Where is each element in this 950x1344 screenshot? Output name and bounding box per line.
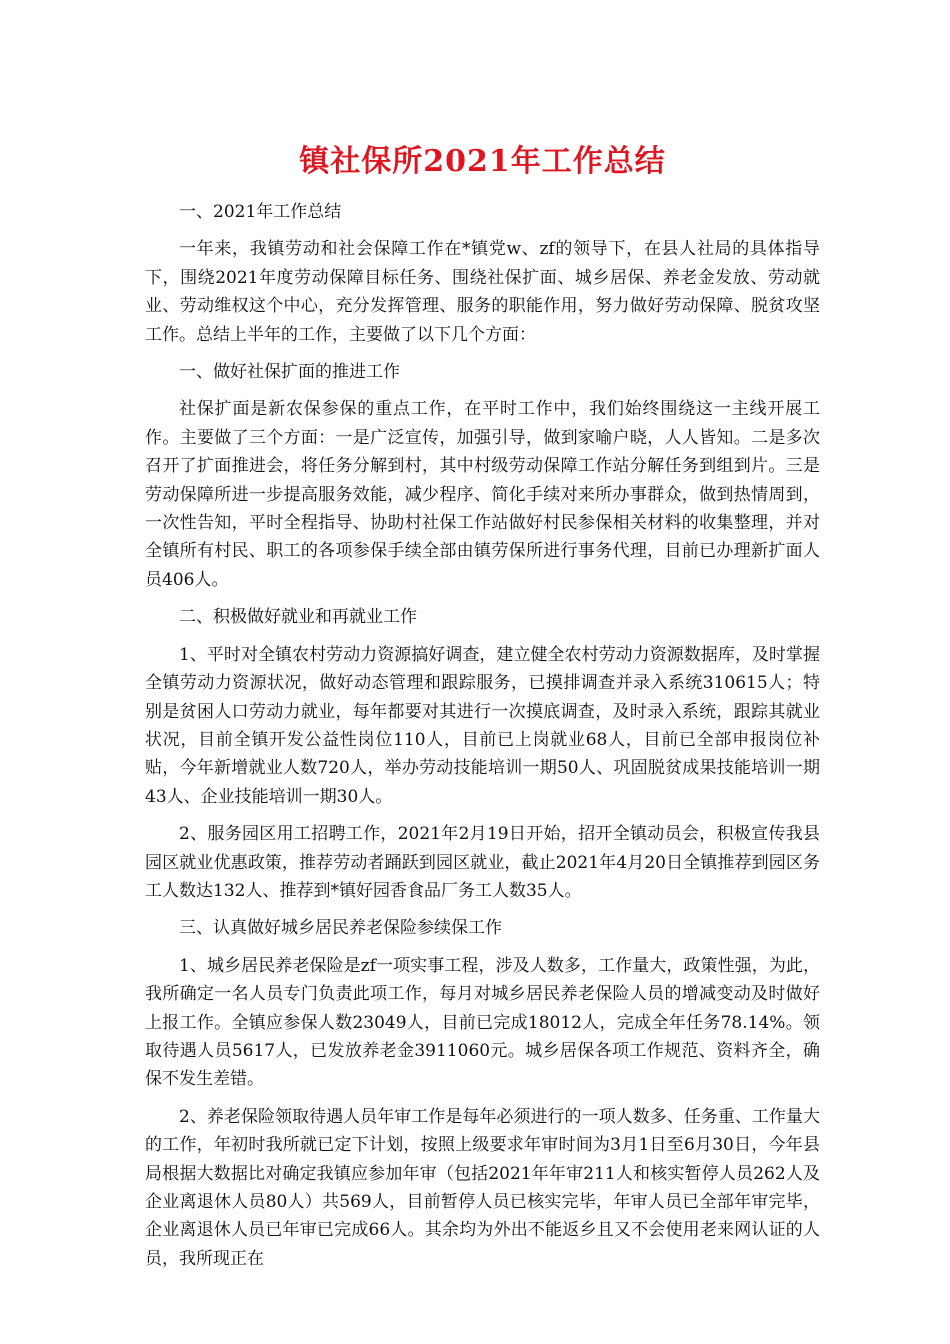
- paragraph-employment-1: 1、平时对全镇农村劳动力资源搞好调查，建立健全农村劳动力资源数据库，及时掌握全镇劳动力资源状况，做好动态管理和跟踪服务，已摸排调查并录入系统310615人；特别是贫困人口劳动力就业，每年都要对其进行一次摸底调查，及时录入系统，跟踪其就业状况，目前全镇开发公益性岗位110人，目前已上岗就业68人，目前已全部申报岗位补贴，今年新增就业人数720人，举办劳动技能培训一期50人、巩固脱贫成果技能培训一期43人、企业技能培训一期30人。: [145, 644, 820, 807]
- document-title: 镇社保所2021年工作总结: [299, 144, 666, 179]
- heading-annual-summary: 一、2021年工作总结: [179, 202, 342, 222]
- paragraph-pension-1: 1、城乡居民养老保险是zf一项实事工程，涉及人数多，工作量大，政策性强，为此，我所确定一名人员专门负责此项工作，每月对城乡居民养老保险人员的增减变动及时做好上报工作。全镇应参保人数23049人，目前已完成18012人，完成全年任务78.14%。领取待遇人员5617人，已发放养老金3911060元。城乡居保各项工作规范、资料齐全，确保不发生差错。: [145, 955, 820, 1090]
- paragraph-intro: 一年来，我镇劳动和社会保障工作在*镇党w、zf的领导下，在县人社局的具体指导下，围绕2021年度劳动保障目标任务、围绕社保扩面、城乡居保、养老金发放、劳动就业、劳动维权这个中心，充分发挥管理、服务的职能作用，努力做好劳动保障、脱贫攻坚工作。总结上半年的工作，主要做了以下几个方面：: [145, 239, 820, 345]
- heading-social-security-expansion: 一、做好社保扩面的推进工作: [179, 362, 400, 383]
- heading-employment: 二、积极做好就业和再就业工作: [179, 607, 417, 628]
- paragraph-employment-2: 2、服务园区用工招聘工作，2021年2月19日开始，招开全镇动员会，积极宣传我县园区就业优惠政策，推荐劳动者踊跃到园区就业，截止2021年4月20日全镇推荐到园区务工人数达132人、推荐到*镇好园香食品厂务工人数35人。: [145, 824, 820, 901]
- paragraph-pension-2: 2、养老保险领取待遇人员年审工作是每年必须进行的一项人数多、任务重、工作量大的工作，年初时我所就已定下计划，按照上级要求年审时间为3月1日至6月30日，今年县局根据大数据比对确定我镇应参加年审（包括2021年年审211人和核实暂停人员262人及企业离退休人员80人）共569人，目前暂停人员已核实完毕，年审人员已全部年审完毕，企业离退休人员已年审已完成66人。其余均为外出不能返乡且又不会使用老来网认证的人员，我所现正在: [145, 1106, 820, 1269]
- paragraph-social-security-expansion: 社保扩面是新农保参保的重点工作，在平时工作中，我们始终围绕这一主线开展工作。主要做了三个方面：一是广泛宣传，加强引导，做到家喻户晓，人人皆知。二是多次召开了扩面推进会，将任务分解到村，其中村级劳动保障工作站分解任务到组到片。三是劳动保障所进一步提高服务效能，减少程序、简化手续对来所办事群众，做到热情周到，一次性告知，平时全程指导、协助村社保工作站做好村民参保相关材料的收集整理，并对全镇所有村民、职工的各项参保手续全部由镇劳保所进行事务代理，目前已办理新扩面人员406人。: [145, 399, 820, 590]
- heading-pension-insurance: 三、认真做好城乡居民养老保险参续保工作: [179, 918, 502, 939]
